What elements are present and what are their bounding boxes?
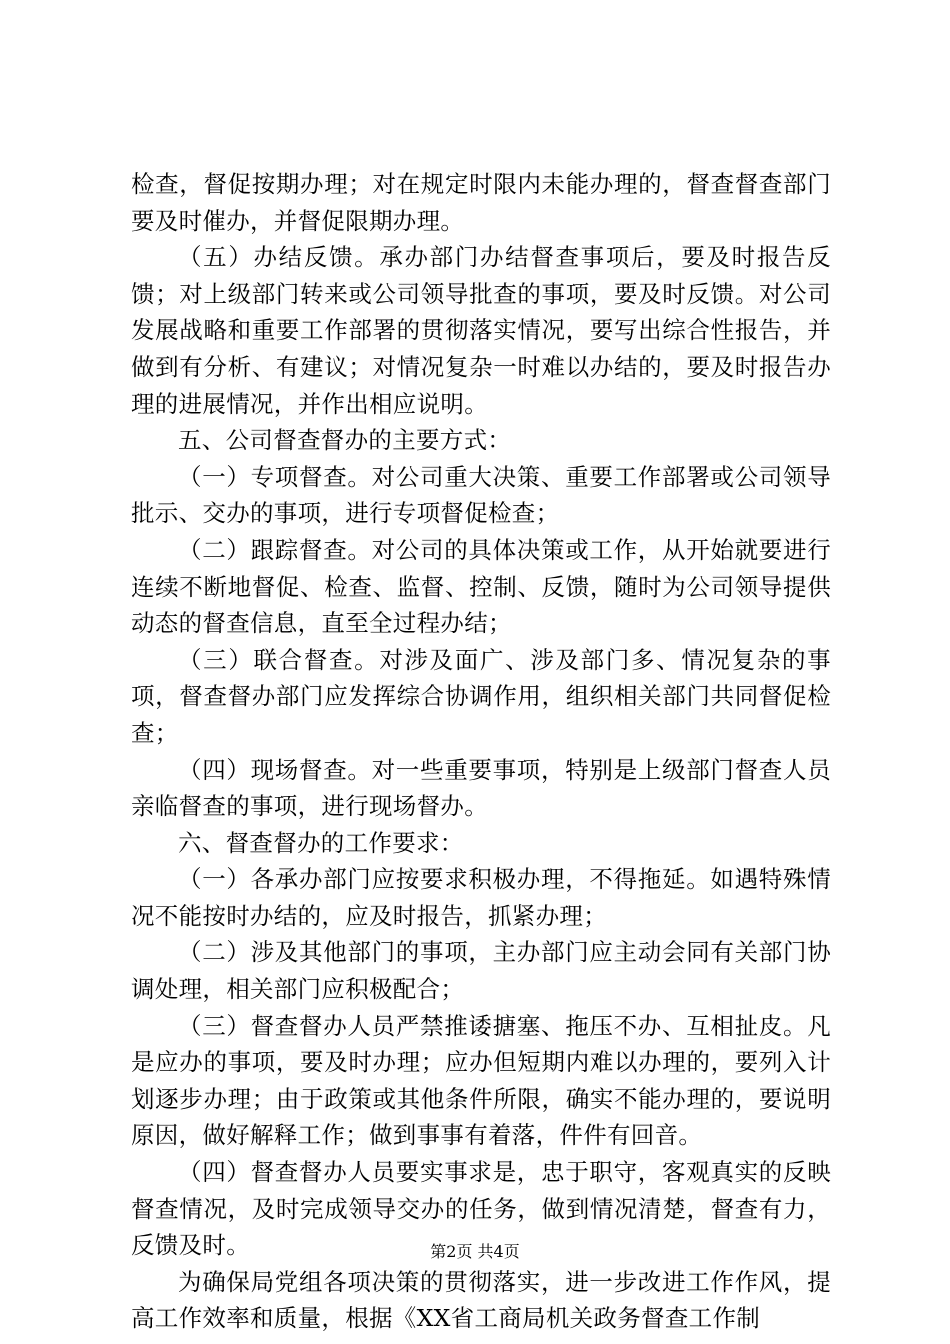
- paragraph-2: （五）办结反馈。承办部门办结督查事项后，要及时报告反馈；对上级部门转来或公司领导批查的事项，要及时反馈。对公司发展战略和重要工作部署的贯彻落实情况，要写出综合性报告，并做到有分析、有建议；对情况复杂一时难以办结的，要及时报告办理的进展情况，并作出相应说明。: [131, 243, 831, 418]
- paragraph-13: 为确保局党组各项决策的贯彻落实，进一步改进工作作风，提高工作效率和质量，根据《XX省工商局机关政务督查工作制: [131, 1267, 831, 1333]
- paragraph-9: （一）各承办部门应按要求积极办理，不得拖延。如遇特殊情况不能按时办结的，应及时报告，抓紧办理；: [131, 865, 831, 930]
- paragraph-10: （二）涉及其他部门的事项，主办部门应主动会同有关部门协调处理，相关部门应积极配合；: [131, 938, 831, 1004]
- paragraph-6: （三）联合督查。对涉及面广、涉及部门多、情况复杂的事项，督查督办部门应发挥综合协调作用，组织相关部门共同督促检查；: [131, 645, 831, 747]
- paragraph-4: （一）专项督查。对公司重大决策、重要工作部署或公司领导批示、交办的事项，进行专项督促检查；: [131, 462, 831, 528]
- paragraph-5: （二）跟踪督查。对公司的具体决策或工作，从开始就要进行连续不断地督促、检查、监督、控制、反馈，随时为公司领导提供动态的督查信息，直至全过程办结；: [131, 535, 831, 638]
- paragraph-12: （四）督查督办人员要实事求是，忠于职守，客观真实的反映督查情况，及时完成领导交办的任务，做到情况清楚，督查有力，反馈及时。: [131, 1158, 831, 1260]
- paragraph-11: （三）督查督办人员严禁推诿搪塞、拖压不办、互相扯皮。凡是应办的事项，要及时办理；应办但短期内难以办理的，要列入计划逐步办理；由于政策或其他条件所限，确实不能办理的，要说明原因，做好解释工作；做到事事有着落，件件有回音。: [131, 1011, 831, 1150]
- paragraph-7: （四）现场督查。对一些重要事项，特别是上级部门督查人员亲临督查的事项，进行现场督办。: [131, 755, 831, 821]
- page-footer: 第2页 共4页: [430, 1242, 520, 1261]
- section-heading-6: 六、督查督办的工作要求：: [178, 828, 464, 857]
- section-heading-5: 五、公司督查督办的主要方式：: [178, 426, 512, 455]
- paragraph-1: 检查，督促按期办理；对在规定时限内未能办理的，督查督查部门要及时催办，并督促限期办理。: [131, 170, 831, 235]
- document-body: [131, 166, 831, 1337]
